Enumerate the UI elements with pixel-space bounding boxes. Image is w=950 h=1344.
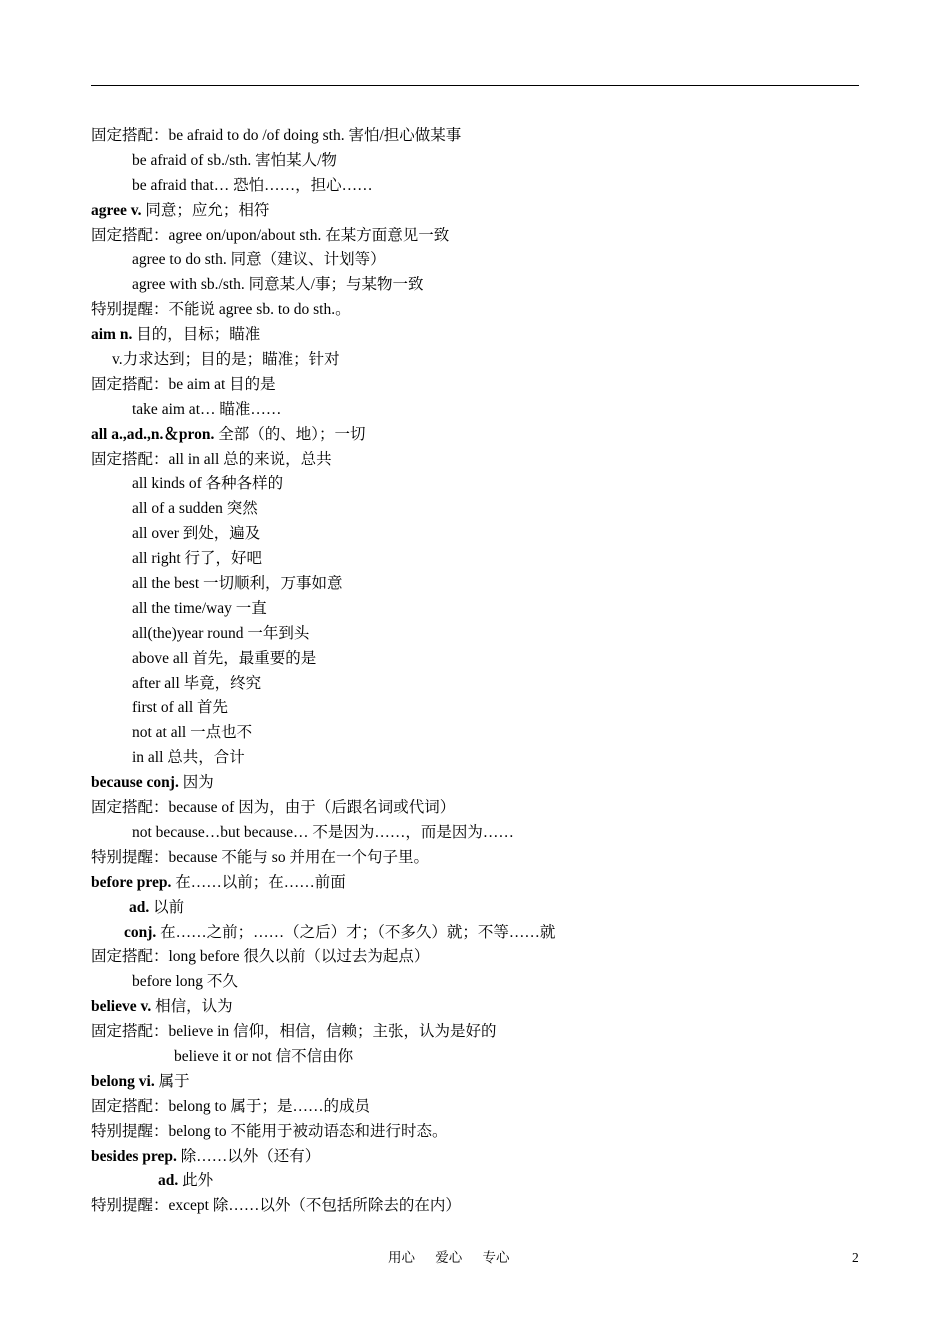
entry-line [91, 1145, 861, 1170]
text-line: 固定搭配：agree on/upon/about sth. 在某方面意见一致 [91, 226, 450, 244]
definition: 目的，目标；瞄准 [132, 326, 261, 344]
text-line: all of a sudden 突然 [132, 500, 258, 518]
definition: 属于 [154, 1072, 190, 1090]
text-line: v.力求达到；目的是；瞄准；针对 [112, 351, 340, 369]
text-line: all(the)year round 一年到头 [132, 624, 310, 642]
part-of-speech: ad. [129, 898, 150, 916]
text-line: after all 毕竟，终究 [132, 674, 262, 692]
entry-line [91, 921, 861, 946]
text-line: all right 行了，好吧 [132, 550, 263, 568]
headword: agree v. [91, 201, 142, 219]
entry-line [91, 771, 861, 796]
footer-text: 用心 爱心 专心 [388, 1250, 510, 1265]
text-line: all the time/way 一直 [132, 599, 267, 617]
headword: believe v. [91, 998, 152, 1016]
entry-line [91, 871, 861, 896]
page-footer [0, 1248, 950, 1268]
text-line: in all 总共，合计 [132, 749, 245, 767]
headword: aim n. [91, 326, 133, 344]
entry-line [91, 896, 861, 921]
definition: 在……以前；在……前面 [171, 873, 346, 891]
text-line: believe it or not 信不信由你 [174, 1047, 354, 1065]
text-line: 固定搭配：because of 因为，由于（后跟名词或代词） [91, 799, 456, 817]
text-line: be afraid that… 恐怕……，担心…… [132, 176, 373, 194]
headword: besides prep. [91, 1147, 177, 1165]
entry-line [91, 1169, 861, 1194]
text-line: 固定搭配：believe in 信仰，相信，信赖；主张，认为是好的 [91, 1023, 497, 1041]
entry-line [91, 1070, 861, 1095]
text-line: 特别提醒：不能说 agree sb. to do sth.。 [91, 301, 351, 319]
document-body [91, 124, 861, 1219]
definition: 在……之前；……（之后）才；（不多久）就；不等……就 [156, 923, 556, 941]
text-line: all over 到处，遍及 [132, 525, 261, 543]
text-line: 特别提醒：because 不能与 so 并用在一个句子里。 [91, 848, 429, 866]
entry-line [91, 995, 861, 1020]
text-line: not because…but because… 不是因为……，而是因为…… [132, 823, 514, 841]
text-line: 固定搭配：all in all 总的来说，总共 [91, 450, 332, 468]
text-line: before long 不久 [132, 973, 238, 991]
headword: before prep. [91, 873, 172, 891]
headword: all a.,ad.,n.＆pron. [91, 425, 215, 443]
entry-line [91, 423, 861, 448]
text-line: not at all 一点也不 [132, 724, 253, 742]
part-of-speech: conj. [124, 923, 157, 941]
entry-line [91, 199, 861, 224]
text-line: 固定搭配：belong to 属于；是……的成员 [91, 1097, 370, 1115]
text-line: 固定搭配：be aim at 目的是 [91, 375, 276, 393]
definition: 除……以外（还有） [176, 1147, 321, 1165]
text-line: first of all 首先 [132, 699, 228, 717]
entry-line [91, 323, 861, 348]
text-line: 固定搭配：long before 很久以前（以过去为起点） [91, 948, 430, 966]
definition: 此外 [178, 1172, 214, 1190]
text-line: 特别提醒：belong to 不能用于被动语态和进行时态。 [91, 1122, 448, 1140]
definition: 同意；应允；相符 [141, 201, 270, 219]
headword: belong vi. [91, 1072, 155, 1090]
part-of-speech: ad. [158, 1172, 179, 1190]
text-line: take aim at… 瞄准…… [132, 400, 282, 418]
text-line: 特别提醒：except 除……以外（不包括所除去的在内） [91, 1197, 461, 1215]
text-line: 固定搭配：be afraid to do /of doing sth. 害怕/担心做某事 [91, 127, 462, 144]
definition: 以前 [149, 898, 185, 916]
definition: 相信，认为 [151, 998, 233, 1016]
text-line: agree with sb./sth. 同意某人/事；与某物一致 [132, 276, 424, 294]
header-rule [91, 85, 859, 86]
page-number: 2 [852, 1250, 859, 1265]
text-line: above all 首先，最重要的是 [132, 649, 317, 667]
text-line: all the best 一切顺利，万事如意 [132, 575, 343, 593]
text-line: all kinds of 各种各样的 [132, 475, 284, 493]
definition: 因为 [178, 774, 214, 792]
headword: because conj. [91, 774, 179, 792]
text-line: be afraid of sb./sth. 害怕某人/物 [132, 151, 337, 169]
definition: 全部（的、地）；一切 [214, 425, 366, 443]
text-line: agree to do sth. 同意（建议、计划等） [132, 251, 386, 269]
